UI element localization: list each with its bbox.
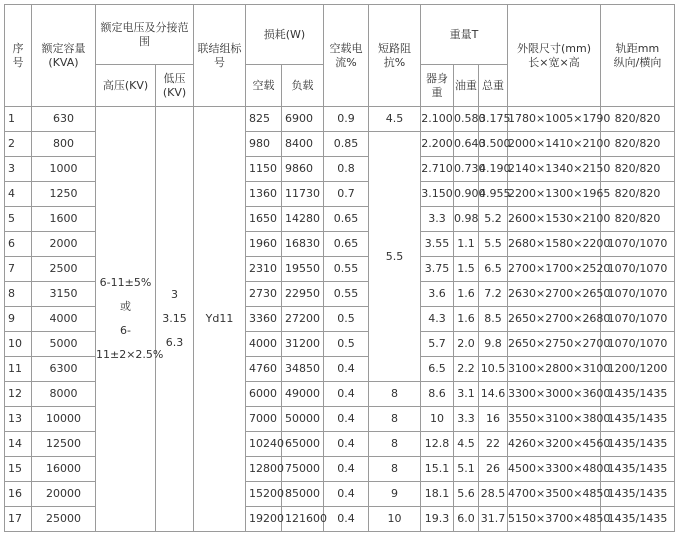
cell-no-load-current: 0.5	[324, 332, 369, 357]
cell-total-weight: 9.8	[479, 332, 508, 357]
cell-oil-weight: 5.1	[454, 457, 479, 482]
cell-low-voltage	[156, 107, 194, 532]
cell-body-weight: 2.710	[421, 157, 454, 182]
cell-total-weight: 14.6	[479, 382, 508, 407]
cell-oil-weight: 0.580	[454, 107, 479, 132]
cell-capacity: 12500	[32, 432, 96, 457]
cell-no: 3	[5, 157, 32, 182]
cell-no-load-current: 0.5	[324, 307, 369, 332]
header-dimensions: 外限尺寸(mm) 长×宽×高	[508, 5, 601, 107]
cell-total-weight: 31.7	[479, 507, 508, 532]
header-no-load-current: 空载电 流%	[324, 5, 369, 107]
cell-capacity: 1600	[32, 207, 96, 232]
cell-total-weight: 16	[479, 407, 508, 432]
cell-impedance: 8	[369, 457, 421, 482]
cell-capacity: 5000	[32, 332, 96, 357]
cell-dimensions: 2200×1300×1965	[508, 182, 601, 207]
header-row-1	[5, 5, 675, 65]
cell-capacity: 1250	[32, 182, 96, 207]
header-gauge: 轨距mm 纵向/横向	[601, 5, 675, 107]
cell-oil-weight: 3.1	[454, 382, 479, 407]
cell-impedance: 8	[369, 432, 421, 457]
cell-no: 14	[5, 432, 32, 457]
cell-body-weight: 8.6	[421, 382, 454, 407]
cell-high-voltage-line: 或	[120, 300, 131, 313]
cell-oil-weight: 1.6	[454, 307, 479, 332]
cell-no: 5	[5, 207, 32, 232]
cell-gauge: 1070/1070	[601, 282, 675, 307]
cell-no: 4	[5, 182, 32, 207]
cell-oil-weight: 0.640	[454, 132, 479, 157]
cell-load-loss: 31200	[282, 332, 324, 357]
cell-gauge: 1070/1070	[601, 257, 675, 282]
cell-gauge: 820/820	[601, 132, 675, 157]
cell-load-loss: 22950	[282, 282, 324, 307]
cell-oil-weight: 0.98	[454, 207, 479, 232]
cell-total-weight: 5.5	[479, 232, 508, 257]
cell-dimensions: 4500×3300×4800	[508, 457, 601, 482]
cell-dimensions: 2680×1580×2200	[508, 232, 601, 257]
cell-dimensions: 4700×3500×4850	[508, 482, 601, 507]
cell-total-weight: 5.2	[479, 207, 508, 232]
cell-load-loss: 27200	[282, 307, 324, 332]
cell-dimensions: 3300×3000×3600	[508, 382, 601, 407]
cell-body-weight: 12.8	[421, 432, 454, 457]
cell-gauge: 1435/1435	[601, 432, 675, 457]
cell-gauge: 1070/1070	[601, 232, 675, 257]
cell-no-load-loss: 15200	[246, 482, 282, 507]
cell-dimensions: 2000×1410×2100	[508, 132, 601, 157]
cell-no: 10	[5, 332, 32, 357]
cell-no-load-loss: 6000	[246, 382, 282, 407]
cell-load-loss: 8400	[282, 132, 324, 157]
header-low-voltage: 低压 (KV)	[156, 65, 194, 107]
cell-dimensions: 3100×2800×3100	[508, 357, 601, 382]
header-total-weight: 总重	[479, 65, 508, 107]
cell-total-weight: 7.2	[479, 282, 508, 307]
cell-load-loss: 85000	[282, 482, 324, 507]
cell-capacity: 20000	[32, 482, 96, 507]
cell-gauge: 820/820	[601, 207, 675, 232]
cell-body-weight: 3.3	[421, 207, 454, 232]
cell-dimensions: 3550×3100×3800	[508, 407, 601, 432]
cell-capacity: 630	[32, 107, 96, 132]
header-short-circuit: 短路阻 抗%	[369, 5, 421, 107]
cell-no-load-loss: 12800	[246, 457, 282, 482]
cell-body-weight: 6.5	[421, 357, 454, 382]
cell-no-load-loss: 1360	[246, 182, 282, 207]
cell-oil-weight: 1.6	[454, 282, 479, 307]
cell-body-weight: 15.1	[421, 457, 454, 482]
cell-body-weight: 10	[421, 407, 454, 432]
cell-dimensions: 2700×1700×2520	[508, 257, 601, 282]
cell-gauge: 1435/1435	[601, 407, 675, 432]
cell-oil-weight: 6.0	[454, 507, 479, 532]
cell-no: 16	[5, 482, 32, 507]
cell-load-loss: 121600	[282, 507, 324, 532]
cell-gauge: 820/820	[601, 182, 675, 207]
cell-no-load-loss: 3360	[246, 307, 282, 332]
cell-no-load-current: 0.4	[324, 507, 369, 532]
cell-oil-weight: 2.2	[454, 357, 479, 382]
cell-dimensions: 2650×2700×2680	[508, 307, 601, 332]
cell-no-load-current: 0.65	[324, 207, 369, 232]
cell-no: 2	[5, 132, 32, 157]
cell-load-loss: 65000	[282, 432, 324, 457]
header-weight: 重量T	[421, 5, 508, 65]
cell-dimensions: 2650×2750×2700	[508, 332, 601, 357]
cell-impedance: 8	[369, 407, 421, 432]
cell-dimensions: 4260×3200×4560	[508, 432, 601, 457]
cell-load-loss: 14280	[282, 207, 324, 232]
cell-dimensions: 5150×3700×4850	[508, 507, 601, 532]
cell-dimensions: 2600×1530×2100	[508, 207, 601, 232]
cell-oil-weight: 5.6	[454, 482, 479, 507]
cell-body-weight: 19.3	[421, 507, 454, 532]
cell-total-weight: 26	[479, 457, 508, 482]
cell-load-loss: 9860	[282, 157, 324, 182]
cell-connection: Yd11	[194, 107, 246, 532]
cell-no: 15	[5, 457, 32, 482]
cell-total-weight: 3.500	[479, 132, 508, 157]
header-oil-weight: 油重	[454, 65, 479, 107]
cell-dimensions: 1780×1005×1790	[508, 107, 601, 132]
cell-load-loss: 50000	[282, 407, 324, 432]
header-connection: 联结组标 号	[194, 5, 246, 107]
header-capacity: 额定容量 (KVA)	[32, 5, 96, 107]
cell-total-weight: 6.5	[479, 257, 508, 282]
cell-no: 11	[5, 357, 32, 382]
cell-high-voltage-line: 11±2×2.5%	[96, 348, 164, 361]
cell-impedance-merged: 5.5	[369, 132, 421, 382]
cell-impedance: 10	[369, 507, 421, 532]
cell-impedance: 9	[369, 482, 421, 507]
cell-no-load-current: 0.4	[324, 432, 369, 457]
cell-no-load-loss: 1150	[246, 157, 282, 182]
cell-load-loss: 34850	[282, 357, 324, 382]
cell-low-voltage-line: 3.15	[162, 312, 187, 325]
header-no-load-loss: 空载	[246, 65, 282, 107]
cell-capacity: 6300	[32, 357, 96, 382]
cell-body-weight: 3.75	[421, 257, 454, 282]
header-seq: 序 号	[5, 5, 32, 107]
transformer-spec-table	[4, 4, 675, 532]
cell-load-loss: 19550	[282, 257, 324, 282]
cell-capacity: 800	[32, 132, 96, 157]
cell-total-weight: 4.190	[479, 157, 508, 182]
cell-no: 17	[5, 507, 32, 532]
cell-gauge: 820/820	[601, 157, 675, 182]
cell-gauge: 1435/1435	[601, 507, 675, 532]
cell-capacity: 8000	[32, 382, 96, 407]
cell-capacity: 10000	[32, 407, 96, 432]
cell-gauge: 1435/1435	[601, 457, 675, 482]
cell-body-weight: 18.1	[421, 482, 454, 507]
cell-capacity: 2000	[32, 232, 96, 257]
cell-capacity: 3150	[32, 282, 96, 307]
cell-no-load-loss: 2310	[246, 257, 282, 282]
cell-gauge: 1070/1070	[601, 332, 675, 357]
cell-gauge: 820/820	[601, 107, 675, 132]
cell-no: 7	[5, 257, 32, 282]
cell-body-weight: 4.3	[421, 307, 454, 332]
cell-no-load-current: 0.9	[324, 107, 369, 132]
cell-total-weight: 28.5	[479, 482, 508, 507]
cell-total-weight: 8.5	[479, 307, 508, 332]
cell-dimensions: 2140×1340×2150	[508, 157, 601, 182]
cell-gauge: 1435/1435	[601, 382, 675, 407]
cell-body-weight: 3.6	[421, 282, 454, 307]
cell-oil-weight: 1.5	[454, 257, 479, 282]
cell-impedance: 8	[369, 382, 421, 407]
cell-no-load-loss: 1960	[246, 232, 282, 257]
cell-no-load-loss: 980	[246, 132, 282, 157]
cell-gauge: 1070/1070	[601, 307, 675, 332]
cell-gauge: 1435/1435	[601, 482, 675, 507]
cell-no-load-current: 0.4	[324, 382, 369, 407]
cell-no-load-loss: 4000	[246, 332, 282, 357]
cell-oil-weight: 2.0	[454, 332, 479, 357]
cell-load-loss: 6900	[282, 107, 324, 132]
cell-no-load-loss: 4760	[246, 357, 282, 382]
header-high-voltage: 高压(KV)	[96, 65, 156, 107]
cell-oil-weight: 0.730	[454, 157, 479, 182]
cell-no-load-loss: 2730	[246, 282, 282, 307]
cell-capacity: 1000	[32, 157, 96, 182]
cell-no: 6	[5, 232, 32, 257]
cell-no-load-loss: 10240	[246, 432, 282, 457]
cell-no-load-current: 0.4	[324, 407, 369, 432]
cell-no-load-current: 0.4	[324, 482, 369, 507]
cell-no: 9	[5, 307, 32, 332]
cell-oil-weight: 3.3	[454, 407, 479, 432]
cell-no-load-loss: 7000	[246, 407, 282, 432]
cell-impedance: 4.5	[369, 107, 421, 132]
cell-total-weight: 10.5	[479, 357, 508, 382]
cell-high-voltage-line: 6-	[120, 324, 131, 337]
cell-gauge: 1200/1200	[601, 357, 675, 382]
cell-oil-weight: 0.900	[454, 182, 479, 207]
header-loss: 损耗(W)	[246, 5, 324, 65]
cell-oil-weight: 4.5	[454, 432, 479, 457]
cell-capacity: 2500	[32, 257, 96, 282]
header-body-weight: 器身 重	[421, 65, 454, 107]
cell-capacity: 25000	[32, 507, 96, 532]
cell-no-load-current: 0.7	[324, 182, 369, 207]
cell-load-loss: 11730	[282, 182, 324, 207]
cell-oil-weight: 1.1	[454, 232, 479, 257]
cell-load-loss: 49000	[282, 382, 324, 407]
cell-body-weight: 3.55	[421, 232, 454, 257]
header-voltage: 额定电压及分接范围	[96, 5, 194, 65]
cell-body-weight: 2.100	[421, 107, 454, 132]
cell-no-load-current: 0.85	[324, 132, 369, 157]
cell-high-voltage-line: 6-11±5%	[99, 276, 152, 289]
cell-no-load-loss: 19200	[246, 507, 282, 532]
cell-body-weight: 5.7	[421, 332, 454, 357]
cell-no: 12	[5, 382, 32, 407]
cell-no-load-current: 0.8	[324, 157, 369, 182]
cell-low-voltage-line: 3	[171, 288, 178, 301]
cell-no: 1	[5, 107, 32, 132]
cell-load-loss: 16830	[282, 232, 324, 257]
cell-load-loss: 75000	[282, 457, 324, 482]
cell-no-load-loss: 1650	[246, 207, 282, 232]
cell-no-load-current: 0.55	[324, 257, 369, 282]
cell-no: 13	[5, 407, 32, 432]
cell-dimensions: 2630×2700×2650	[508, 282, 601, 307]
cell-capacity: 16000	[32, 457, 96, 482]
cell-high-voltage	[96, 107, 164, 532]
cell-total-weight: 4.955	[479, 182, 508, 207]
cell-no-load-loss: 825	[246, 107, 282, 132]
cell-no-load-current: 0.4	[324, 357, 369, 382]
header-load-loss: 负载	[282, 65, 324, 107]
cell-no-load-current: 0.65	[324, 232, 369, 257]
cell-no-load-current: 0.55	[324, 282, 369, 307]
cell-capacity: 4000	[32, 307, 96, 332]
cell-no-load-current: 0.4	[324, 457, 369, 482]
cell-body-weight: 3.150	[421, 182, 454, 207]
cell-no: 8	[5, 282, 32, 307]
cell-body-weight: 2.200	[421, 132, 454, 157]
cell-low-voltage-line: 6.3	[165, 336, 184, 349]
cell-total-weight: 3.175	[479, 107, 508, 132]
table-row	[5, 107, 675, 132]
cell-total-weight: 22	[479, 432, 508, 457]
